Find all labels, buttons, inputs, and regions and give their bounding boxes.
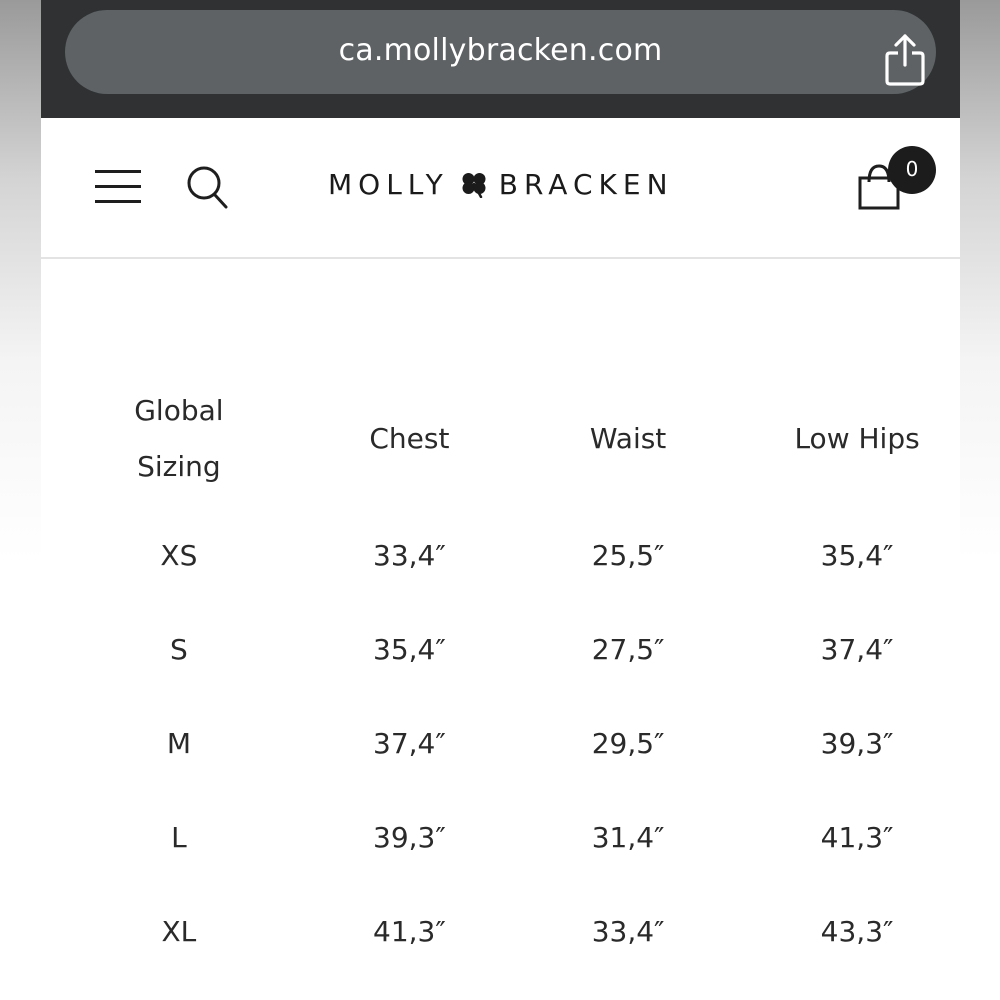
size-cell: L [171, 820, 187, 854]
search-icon [185, 164, 229, 210]
cart-button[interactable] [856, 146, 936, 212]
site-header [41, 118, 960, 259]
low-hips-cell: 41,3″ [820, 820, 894, 854]
hamburger-menu-icon [95, 169, 141, 205]
url-field[interactable] [65, 10, 936, 94]
share-button[interactable] [883, 32, 927, 88]
table-row [41, 790, 960, 884]
chest-cell: 41,3″ [373, 914, 446, 948]
header-waist: Waist [589, 422, 667, 455]
low-hips-cell: 43,3″ [820, 914, 894, 948]
table-row [41, 696, 960, 790]
header-chest: Chest [369, 422, 450, 455]
waist-cell: 27,5″ [591, 632, 665, 666]
table-row [41, 508, 960, 602]
menu-button[interactable] [95, 169, 141, 205]
header-global-sizing [41, 370, 317, 508]
url-text: ca.mollybracken.com [338, 33, 663, 68]
cart-count-badge: 0 [888, 146, 936, 194]
waist-cell: 29,5″ [591, 726, 665, 760]
waist-cell: 33,4″ [591, 914, 665, 948]
low-hips-cell: 37,4″ [820, 632, 894, 666]
size-chart-table [41, 370, 960, 978]
chest-cell: 39,3″ [373, 820, 446, 854]
table-row [41, 602, 960, 696]
table-row [41, 884, 960, 978]
waist-cell: 31,4″ [591, 820, 665, 854]
logo-text-left: MOLLY [328, 167, 449, 201]
header-global-sizing-line2: Sizing [137, 450, 221, 483]
chest-cell: 35,4″ [373, 632, 446, 666]
site-logo[interactable] [328, 164, 674, 204]
chest-cell: 33,4″ [373, 538, 446, 572]
low-hips-cell: 35,4″ [820, 538, 894, 572]
clover-icon [459, 170, 489, 198]
chest-cell: 37,4″ [373, 726, 446, 760]
size-cell: S [170, 632, 188, 666]
browser-address-bar [41, 0, 960, 118]
waist-cell: 25,5″ [591, 538, 665, 572]
low-hips-cell: 39,3″ [820, 726, 894, 760]
phone-screen [41, 0, 960, 1000]
header-low-hips: Low Hips [794, 422, 920, 455]
size-cell: M [166, 726, 191, 760]
logo-text-right: BRACKEN [498, 167, 674, 201]
header-global-sizing-line1: Global [134, 394, 224, 427]
size-cell: XL [161, 914, 197, 948]
size-cell: XS [160, 538, 198, 572]
search-button[interactable] [185, 164, 229, 210]
size-chart-header-row [41, 370, 960, 508]
share-icon [883, 32, 927, 88]
